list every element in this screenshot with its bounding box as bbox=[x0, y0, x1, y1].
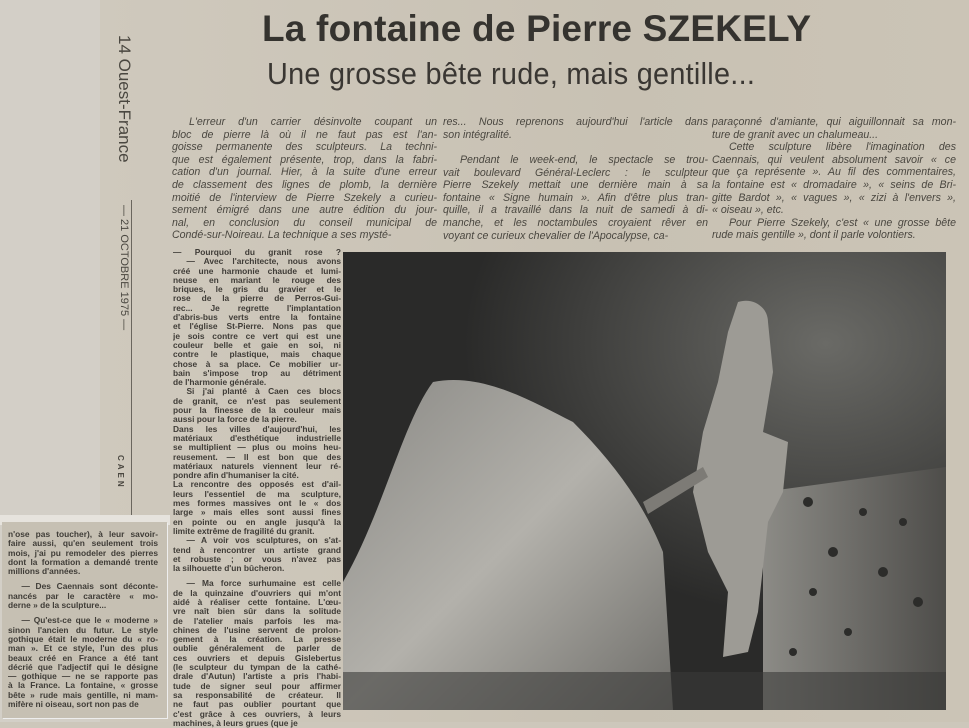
text-line: — Ma force surhumaine est celle bbox=[186, 579, 341, 589]
text-line: Dans les villes d'aujourd'hui, les bbox=[173, 424, 341, 434]
text-line: de classement des lignes de plomb, la dernière bbox=[172, 178, 437, 191]
text-line: manche, et les noctambules croyaient rêver en bbox=[443, 216, 708, 229]
text-line: de l'harmonie générale. bbox=[173, 378, 267, 388]
text-line: rude mais gentille », dont il parle volontiers. bbox=[712, 229, 916, 242]
text-line: millions d'années. bbox=[8, 567, 81, 577]
text-line: mifère ni oiseau, sort non pas de bbox=[8, 700, 139, 710]
headline-title: La fontaine de Pierre SZEKELY bbox=[262, 8, 812, 49]
text-line: — gothique — ne se rapporte pas bbox=[8, 672, 158, 682]
text-line: Pour Pierre Szekely, c'est « une grosse bête bbox=[728, 216, 956, 229]
text-line: moitié de l'interview de Pierre Szekely a curieu- bbox=[172, 191, 437, 204]
text-line: machines, à leurs grues (que je bbox=[173, 718, 298, 728]
text-line: limite extrême de fragilité du granit. bbox=[173, 526, 315, 536]
text-line: de la quinzaine d'ouvriers qui m'ont bbox=[173, 588, 341, 598]
text-line: Caennais, qui veulent absolument savoir « ce bbox=[712, 153, 956, 166]
text-line: son intégralité. bbox=[443, 128, 512, 141]
text-line: c'est grâce à ces ouvriers, à leurs bbox=[173, 709, 341, 719]
intro-column-2b bbox=[443, 154, 708, 242]
intro-column-2a bbox=[443, 116, 708, 141]
text-line: « oiseau », etc. bbox=[712, 204, 784, 217]
text-line: — Des Caennais sont déconte- bbox=[21, 582, 158, 592]
text-line: gement à la création. La presse bbox=[173, 635, 341, 645]
text-line: bête » rude mais gentille, ni mam- bbox=[8, 690, 158, 700]
text-line: Pierre Szekely mettait une dernière main à sa bbox=[443, 179, 708, 192]
text-line: dont la formation a demandé trente bbox=[8, 557, 158, 567]
text-line: leurs l'essentiel de ma sculpture, bbox=[173, 489, 341, 499]
text-line: — Pourquoi du granit rose ? bbox=[173, 248, 341, 257]
text-line: voyant ce curieux chevalier de l'Apocalypse, ca- bbox=[443, 229, 669, 242]
text-line: cation d'un journal. Hier, à la suite d'une erreur bbox=[172, 166, 437, 179]
text-line: la fontaine est « dromadaire », « seins de Bri- bbox=[712, 178, 956, 191]
text-line: ces ouvriers et depuis Gislebertus bbox=[173, 653, 341, 663]
text-line: tude de signer seul pour affirmer bbox=[173, 681, 341, 691]
text-line: pour la finesse de la couleur mais bbox=[173, 406, 341, 416]
text-line: que est également présente, trop, dans la fabri- bbox=[172, 153, 437, 166]
text-line: oublie généralement de parler de bbox=[173, 644, 341, 654]
text-line: faire aussi, qu'en seulement trois bbox=[8, 539, 158, 549]
text-line: Si j'ai planté à Caen ces blocs bbox=[186, 387, 341, 397]
interview-column bbox=[173, 248, 341, 728]
text-line: sa responsabilité de créateur. Il bbox=[173, 690, 341, 700]
text-line: neuse en mariant le rouge des bbox=[173, 275, 341, 285]
text-line: derne » de la sculpture... bbox=[8, 601, 107, 611]
text-line: vre naît bien sûr dans la solitude bbox=[173, 607, 341, 617]
text-line: d'abris-bus verts entre la fontaine bbox=[173, 313, 341, 323]
text-line: sement émigré dans une autre édition du jour- bbox=[172, 204, 437, 217]
text-line: mois, j'ai pu remodeler des pierres bbox=[8, 548, 158, 558]
text-line: et l'église St-Pierre. Nons pas que bbox=[173, 322, 341, 332]
text-line: se multiplient — plus ou moins heu- bbox=[173, 443, 341, 453]
intro-column-1 bbox=[172, 116, 437, 242]
text-line: bain s'impose trop au détriment bbox=[173, 368, 341, 378]
headline-subtitle: Une grosse bête rude, mais gentille... bbox=[267, 56, 756, 91]
text-line: décrié que l'adjectif qui le désigne bbox=[8, 662, 158, 672]
text-line: n'ose pas toucher), à leur savoir- bbox=[8, 530, 158, 539]
text-line: quille, il a travaillé dans la nuit de samedi à di- bbox=[443, 204, 708, 217]
text-line: — Avec l'architecte, nous avons bbox=[186, 257, 341, 267]
interview-continuation bbox=[8, 530, 158, 709]
text-line: tend à rencontrer un artiste grand bbox=[173, 545, 341, 555]
text-line: créé une harmonie chaude et lumi- bbox=[173, 266, 341, 276]
text-line: à la France. La fontaine, « grosse bbox=[8, 681, 158, 691]
text-line: reusement. — Il est bon que des bbox=[173, 452, 341, 462]
text-line: matériaux naturels viennent leur ré- bbox=[173, 461, 341, 471]
text-line: beaux créé en France a été tant bbox=[8, 653, 158, 663]
text-line: pondre afin d'humaniser la cité. bbox=[173, 471, 299, 481]
masthead-edition: CAEN bbox=[116, 455, 125, 490]
clipping-continuation bbox=[2, 522, 167, 718]
text-line: man ». Et ce style, l'un des plus bbox=[8, 644, 158, 654]
text-line: mes formes massives ont le « dos bbox=[173, 499, 341, 509]
text-line: large » mais elles sont aussi fines bbox=[173, 508, 341, 518]
text-line: sinon l'ancien du futur. Le style bbox=[8, 625, 158, 635]
text-line: gitte Bardot », « vagues », « zizi à l'envers », bbox=[712, 191, 956, 204]
text-line: aussi pour la force de la pierre. bbox=[173, 415, 297, 425]
photo-image bbox=[343, 252, 946, 710]
text-line: aidé à réaliser cette fontaine. L'œu- bbox=[173, 597, 341, 607]
masthead-rule bbox=[131, 200, 132, 520]
text-line: matériaux d'esthétique industrielle bbox=[173, 433, 341, 443]
masthead-date: — 21 OCTOBRE 1975 — bbox=[118, 205, 130, 331]
text-line: rose de la pierre de Perros-Gui- bbox=[173, 294, 341, 304]
text-line: Condé-sur-Noireau. La technique a ses mysté- bbox=[172, 229, 392, 242]
text-line: contre le plastique, mais chaque bbox=[173, 350, 341, 360]
text-line: nancés par le caractère « mo- bbox=[8, 591, 158, 601]
text-line: nal, en conclusion du conseil municipal de bbox=[172, 216, 437, 229]
text-line: ture de granit avec un chalumeau... bbox=[712, 128, 879, 141]
text-line: couleur belle et gaie en soi, ni bbox=[173, 340, 341, 350]
text-line: Cette sculpture libère l'imagination des bbox=[728, 141, 956, 154]
text-line: bloc de pierre là où il ne faut pas est l'an- bbox=[172, 128, 437, 141]
text-line: (le sculpteur du tympan de la cathé- bbox=[173, 663, 341, 673]
text-line: ne faut pas oublier pourtant que bbox=[173, 700, 341, 710]
text-line: La rencontre des opposés est d'ail- bbox=[173, 480, 341, 490]
text-line: drale d'Autun) l'artiste a pris l'habi- bbox=[173, 672, 341, 682]
text-line: chose à sa place. Ce mobilier ur- bbox=[173, 359, 341, 369]
text-line: de granit, ce n'est pas seulement bbox=[173, 396, 341, 406]
text-line: paraçonné d'amiante, qui aiguillonnait sa mon- bbox=[712, 116, 956, 128]
text-line: goisse permanente des sculpteurs. La techni- bbox=[172, 141, 437, 154]
text-line: et robuste ; or vous n'avez pas bbox=[173, 554, 341, 564]
text-line: briques, le gris du gravier et le bbox=[173, 285, 341, 295]
text-line: chines de l'usine servent de prolon- bbox=[173, 625, 341, 635]
ground bbox=[343, 672, 946, 710]
text-line: Pendant le week-end, le spectacle se trou- bbox=[459, 154, 708, 166]
text-line: — A voir vos sculptures, on s'at- bbox=[186, 536, 341, 546]
text-line: fontaine « Signe humain ». Afin d'être plus tran- bbox=[443, 191, 708, 204]
text-line: vait boulevard Général-Leclerc : le sculpteur bbox=[443, 166, 708, 179]
text-line: de l'atelier mais parfois les ma- bbox=[173, 616, 341, 626]
text-line: — Qu'est-ce que le « moderne » bbox=[21, 616, 158, 626]
sculptor-photo bbox=[343, 252, 946, 710]
text-line: gothique était le moderne du « ro- bbox=[8, 634, 158, 644]
text-line: je sois contre ce vert qui est une bbox=[173, 331, 341, 341]
masthead-paper-name: 14 Ouest-France bbox=[115, 35, 134, 163]
text-line: res... Nous reprenons aujourd'hui l'article dans bbox=[443, 116, 708, 128]
text-line: L'erreur d'un carrier désinvolte coupant un bbox=[188, 116, 437, 128]
text-line: en pointe ou en angle jusqu'à la bbox=[173, 517, 341, 527]
text-line: rec... Je regrette l'implantation bbox=[173, 303, 341, 313]
text-line: la silhouette d'un bûcheron. bbox=[173, 564, 285, 574]
intro-column-3 bbox=[712, 116, 956, 242]
masthead bbox=[100, 0, 170, 520]
text-line: que ça représente ». Au fil des commentaires, bbox=[712, 166, 956, 179]
